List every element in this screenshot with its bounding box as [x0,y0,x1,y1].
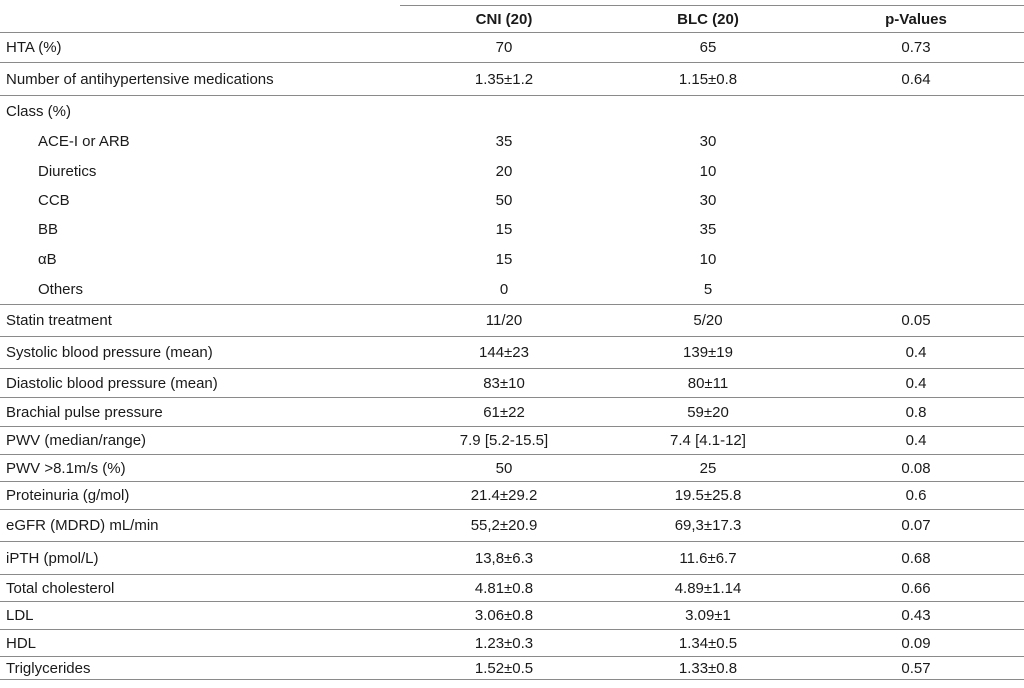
table-row [0,244,1024,274]
table-row [0,274,1024,305]
blc-value: 11.6±6.7 [679,549,737,567]
p-value: 0.05 [901,312,931,329]
cni-value: 15 [495,250,513,268]
p-value [808,126,1024,156]
row-label: HDL [6,634,37,652]
row-label: PWV (median/range) [6,432,147,449]
cni-value: 70 [495,39,513,56]
p-value [808,244,1024,274]
blc-value: 35 [699,221,717,238]
table-row [0,33,1024,63]
table-row [0,630,1024,657]
blc-value: 30 [699,192,717,209]
cni-value: 13,8±6.3 [474,549,534,567]
table-row [0,369,1024,398]
cni-value: 4.81±0.8 [474,579,534,597]
p-value [808,96,1024,126]
table-row [0,455,1024,482]
table-row [0,398,1024,427]
row-label: ACE-I or ARB [38,132,130,150]
header-label [6,6,400,32]
cni-value: 1.52±0.5 [474,659,534,677]
row-label: Total cholesterol [6,579,115,597]
blc-value: 65 [699,39,717,56]
p-value: 0.4 [905,432,927,449]
p-value: 0.4 [905,374,927,392]
table-row [0,337,1024,369]
row-label: Diastolic blood pressure (mean) [6,374,218,392]
table-row [0,96,1024,126]
p-value: 0.8 [905,403,927,421]
header-p-values: p-Values [885,10,947,28]
table-header-row [0,6,1024,33]
blc-value: 19.5±25.8 [674,487,742,504]
table-row [0,542,1024,575]
blc-value: 1.34±0.5 [678,634,738,652]
blc-value: 139±19 [683,344,733,361]
table-row [0,602,1024,630]
blc-value: 5/20 [693,312,723,329]
cni-value: 55,2±20.9 [470,517,538,534]
cni-value: 1.23±0.3 [474,634,534,652]
p-value: 0.66 [901,579,931,597]
p-value: 0.4 [905,344,927,361]
p-value: 0.6 [905,487,927,504]
cni-value: 15 [495,221,513,238]
cni-value: 144±23 [479,344,529,361]
cni-value: 50 [495,459,513,477]
row-label: Diuretics [38,162,97,180]
row-label: iPTH (pmol/L) [6,549,99,567]
row-label: CCB [38,192,70,209]
blc-value: 69,3±17.3 [674,517,742,534]
cni-value: 35 [495,132,513,150]
header-cni: CNI (20) [475,10,533,28]
cni-value: 21.4±29.2 [470,487,538,504]
p-value: 0.08 [901,459,931,477]
p-value: 0.43 [901,607,931,624]
table-row [0,427,1024,455]
p-value [808,215,1024,244]
cni-value: 11/20 [485,312,523,329]
p-value: 0.09 [901,634,931,652]
cni-value: 3.06±0.8 [474,607,534,624]
cni-value: 61±22 [483,403,525,421]
table-row [0,482,1024,510]
table-row [0,63,1024,96]
row-label: LDL [6,607,34,624]
p-value [808,156,1024,186]
row-label: αB [38,250,57,268]
cni-value: 0 [499,280,509,298]
blc-value: 1.33±0.8 [678,659,738,677]
table-row [0,510,1024,542]
row-label: HTA (%) [6,39,62,56]
table-row [0,657,1024,680]
row-label: Proteinuria (g/mol) [6,487,130,504]
cni-value: 7.9 [5.2-15.5] [459,432,549,449]
table-row [0,156,1024,186]
header-blc: BLC (20) [677,10,739,28]
cni-value: 20 [495,162,513,180]
blc-value: 4.89±1.14 [674,579,742,597]
row-label: eGFR (MDRD) mL/min [6,517,159,534]
row-label: Number of antihypertensive medications [6,70,274,88]
p-value: 0.68 [901,549,931,567]
blc-value: 1.15±0.8 [678,70,738,88]
cni-value [400,96,608,126]
row-label: PWV >8.1m/s (%) [6,459,126,477]
blc-value: 25 [699,459,717,477]
row-label: Statin treatment [6,312,112,329]
p-value: 0.57 [901,659,931,677]
table-row [0,305,1024,337]
blc-value: 30 [699,132,717,150]
p-value: 0.73 [901,39,931,56]
p-value: 0.64 [901,70,931,88]
p-value [808,186,1024,215]
table-row [0,575,1024,602]
blc-value: 10 [699,162,717,180]
table-row [0,186,1024,215]
p-value [808,274,1024,304]
table-row [0,215,1024,244]
cni-value: 1.35±1.2 [474,70,534,88]
blc-value: 3.09±1 [685,607,731,624]
row-label: Others [38,280,84,298]
row-label: Class (%) [6,102,72,120]
cni-value: 83±10 [483,374,525,392]
row-label: Systolic blood pressure (mean) [6,344,213,361]
blc-value: 80±11 [687,374,729,392]
blc-value: 10 [699,250,717,268]
row-label: BB [38,221,59,238]
cni-value: 50 [495,192,513,209]
blc-value: 59±20 [687,403,729,421]
blc-value: 7.4 [4.1-12] [670,432,746,449]
blc-value [608,96,808,126]
row-label: Brachial pulse pressure [6,403,163,421]
p-value: 0.07 [901,517,931,534]
row-label: Triglycerides [6,659,91,677]
blc-value: 5 [703,280,713,298]
table-row [0,126,1024,156]
